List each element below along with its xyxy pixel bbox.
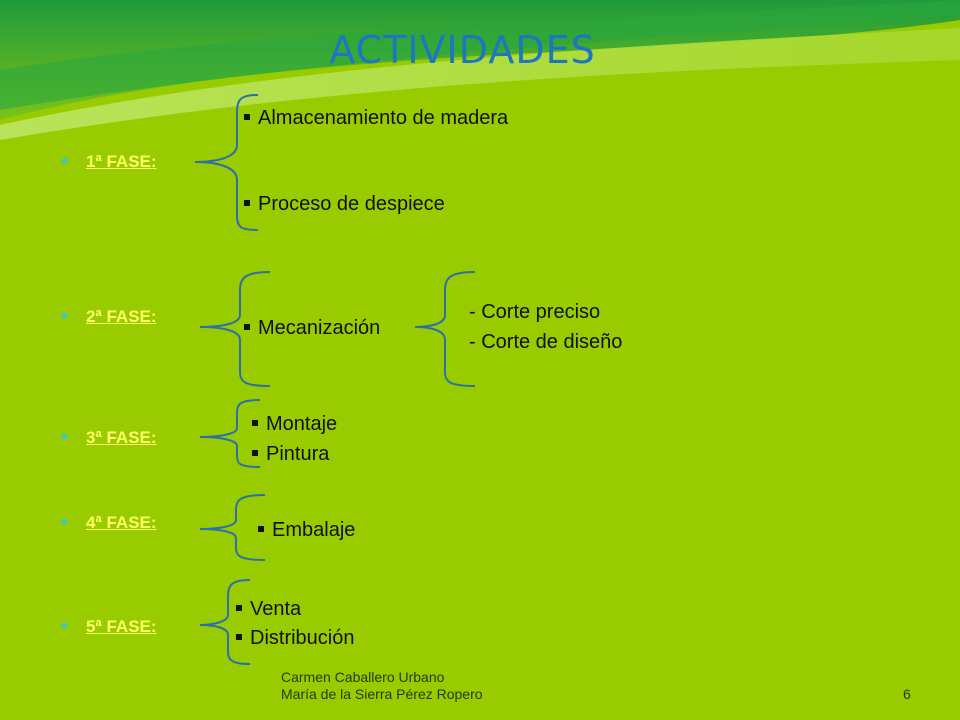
phase3-item-2: Pintura	[252, 443, 329, 466]
square-bullet-icon	[252, 450, 258, 456]
bracket-phase5	[200, 580, 250, 664]
phase2-sub-2: - Corte de diseño	[469, 331, 623, 353]
phase-label: 1ª FASE:	[86, 152, 157, 171]
square-bullet-icon	[244, 324, 250, 330]
phase2-sub-1: - Corte preciso	[469, 301, 601, 323]
phase-label: 4ª FASE:	[86, 513, 157, 532]
square-bullet-icon	[252, 420, 258, 426]
square-bullet-icon	[244, 200, 250, 206]
phase-label: 2ª FASE:	[86, 307, 157, 326]
bracket-phase4	[200, 495, 265, 560]
phase-label: 3ª FASE:	[86, 428, 157, 447]
phase2-item: Mecanización	[244, 317, 380, 340]
square-bullet-icon	[236, 605, 242, 611]
phase5-item-1: Venta	[236, 598, 301, 621]
bracket-phase2-sub	[415, 272, 475, 386]
phase1-item-2: Proceso de despiece	[244, 193, 445, 216]
phase4-item-1: Embalaje	[258, 519, 355, 542]
bracket-phase3	[200, 400, 260, 467]
footer-author-2: María de la Sierra Pérez Ropero	[281, 686, 483, 702]
phase1-item-1: Almacenamiento de madera	[244, 107, 508, 130]
square-bullet-icon	[236, 634, 242, 640]
phase-label: 5ª FASE:	[86, 617, 157, 636]
square-bullet-icon	[244, 114, 250, 120]
phase5-item-2: Distribución	[236, 627, 354, 650]
page-number: 6	[903, 686, 911, 702]
square-bullet-icon	[258, 526, 264, 532]
slide-title: ACTIVIDADES	[329, 28, 596, 72]
phase3-item-1: Montaje	[252, 413, 337, 436]
footer-author-1: Carmen Caballero Urbano	[281, 669, 445, 685]
footer-authors	[281, 669, 483, 703]
